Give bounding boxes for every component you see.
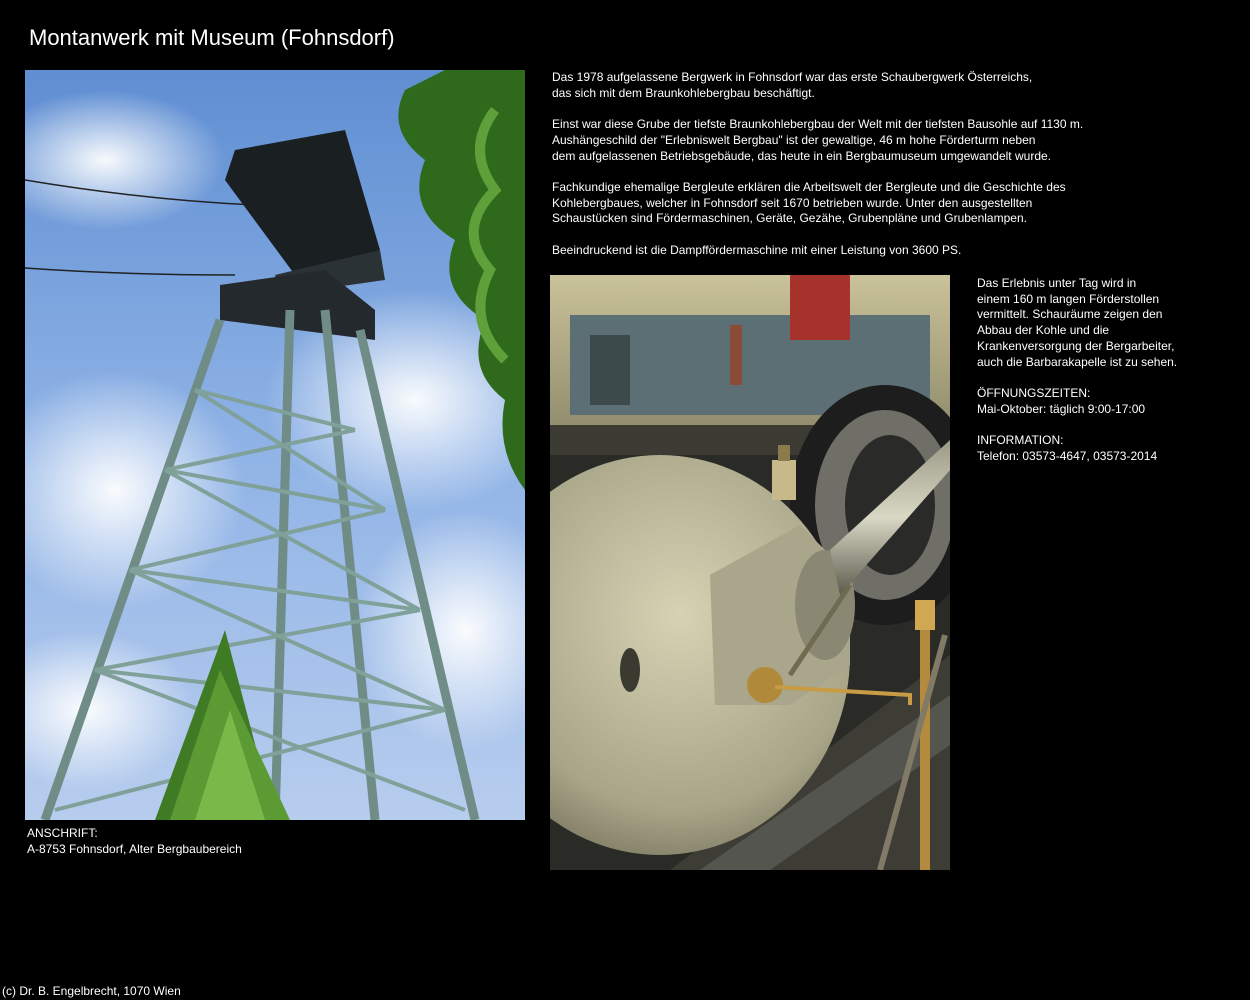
address: ANSCHRIFT: A-8753 Fohnsdorf, Alter Bergbaubereich (27, 826, 242, 856)
contact-information: INFORMATION: Telefon: 03573-4647, 03573-2014 (977, 433, 1158, 463)
page-title: Montanwerk mit Museum (Fohnsdorf) (29, 25, 395, 50)
intro-paragraph-exhibits: Fachkundige ehemalige Bergleute erklären die Arbeitswelt der Bergleute und die Geschichte des Kohlebergbaues, welcher in Fohnsdorf seit 1670 betrieben wurde. Unter den ausgestellten Schaustücken sind Fördermaschinen, Geräte, Gezähe, Grubenpläne und Grubenlampen. (552, 179, 1066, 226)
steam-engine-photo (550, 275, 950, 870)
intro-paragraph-history: Das 1978 aufgelassene Bergwerk in Fohnsdorf war das erste Schaubergwerk Österreichs, das sich mit dem Braunkohlebergbau beschäftigt. (552, 70, 1033, 100)
intro-paragraph-steam-engine: Beeindruckend ist die Dampffördermaschine mit einer Leistung von 3600 PS. (552, 242, 962, 257)
copyright-notice: (c) Dr. B. Engelbrecht, 1070 Wien (2, 984, 181, 998)
headframe-photo (25, 70, 525, 820)
intro-paragraph-depth: Einst war diese Grube der tiefste Braunkohlebergbau der Welt mit der tiefsten Bausohle auf 1130 m. Aushängeschild der "Erlebniswelt Bergbau" ist der gewaltige, 46 m hohe Förderturm neben dem aufgelassenen Betriebsgebäude, das heute in ein Bergbaumuseum umgewandelt wurde. (552, 117, 1084, 163)
side-text (977, 276, 1217, 480)
intro-text (552, 70, 1112, 274)
side-paragraph-underground: Das Erlebnis unter Tag wird in einem 160 m langen Förderstollen vermittelt. Schauräume zeigen den Abbau der Kohle und die Krankenversorgung der Bergarbeiter, auch die Barbarakapelle ist zu sehen. (977, 276, 1178, 369)
opening-hours: ÖFFNUNGSZEITEN: Mai-Oktober: täglich 9:00-17:00 (977, 385, 1146, 416)
